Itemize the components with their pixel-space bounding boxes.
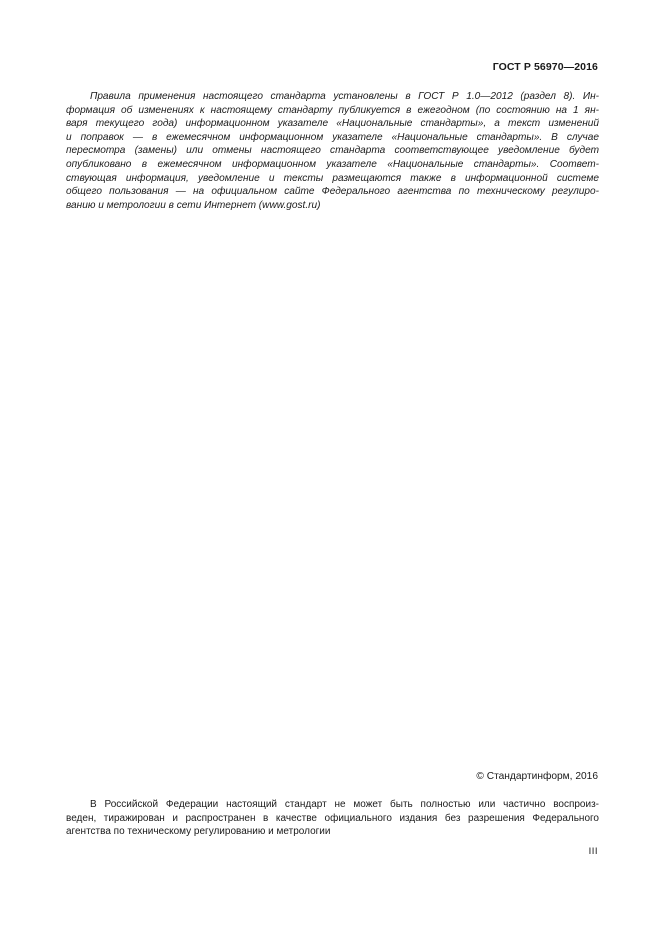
notice-line: ствующая информация, уведомление и тексты размещаются также в информационной системе [66, 172, 599, 184]
notice-line: опубликовано в ежемесячном информационном указателе «Национальные стандарты». Соответ- [66, 158, 599, 170]
notice-line: и поправок — в ежемесячном информационном указателе «Национальные стандарты». В случае [66, 131, 599, 143]
notice-line: ванию и метрологии в сети Интернет (www.gost.ru) [66, 199, 321, 211]
rights-line: веден, тиражирован и распространен в качестве официального издания без разрешения Федерального [66, 812, 599, 824]
application-rules-notice [66, 90, 599, 212]
notice-line: формация об изменениях к настоящему стандарту публикуется в ежегодном (по состоянию на 1 ян- [66, 104, 599, 116]
rights-statement [66, 798, 599, 839]
standard-code: ГОСТ Р 56970—2016 [492, 61, 598, 73]
rights-line: агентства по техническому регулированию и метрологии [66, 826, 331, 838]
notice-line: варя текущего года) информационном указателе «Национальные стандарты», а текст изменений [66, 118, 599, 130]
rights-line: В Российской Федерации настоящий стандарт не может быть полностью или частично воспроиз- [90, 799, 599, 810]
notice-line: общего пользования — на официальном сайте Федерального агентства по техническому регулиро- [66, 186, 599, 198]
page-number: III [588, 846, 598, 857]
notice-line: Правила применения настоящего стандарта установлены в ГОСТ Р 1.0—2012 (раздел 8). Ин- [90, 91, 599, 102]
copyright-notice: © Стандартинформ, 2016 [476, 771, 598, 782]
notice-line: пересмотра (замены) или отмены настоящего стандарта соответствующее уведомление будет [66, 145, 599, 157]
